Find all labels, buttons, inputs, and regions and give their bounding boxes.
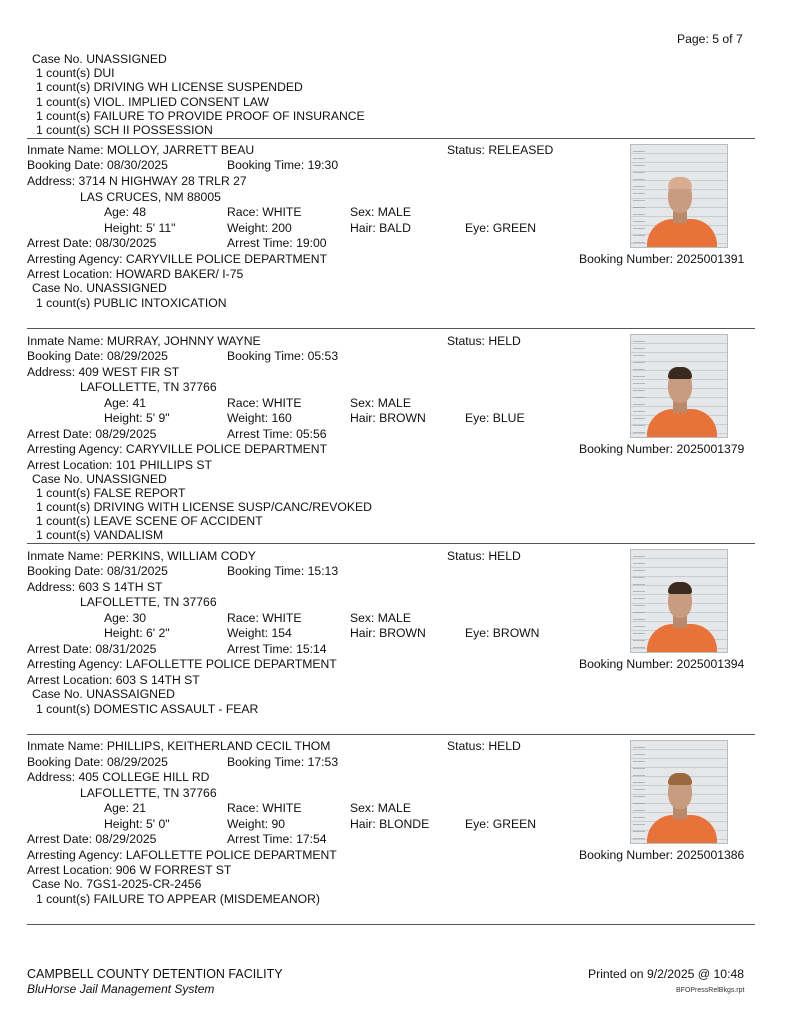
charge-line: 1 count(s) VANDALISM xyxy=(36,528,164,542)
address-line1: Address: 3714 N HIGHWAY 28 TRLR 27 xyxy=(27,174,247,188)
address-line1: Address: 405 COLLEGE HILL RD xyxy=(27,770,210,784)
inmate-name: Inmate Name: MOLLOY, JARRETT BEAU xyxy=(27,143,255,157)
hair xyxy=(668,367,692,379)
orange-jumpsuit xyxy=(647,219,717,248)
weight: Weight: 160 xyxy=(227,411,292,425)
height-scale xyxy=(633,145,645,247)
arrest-time: Arrest Time: 15:14 xyxy=(227,642,327,656)
mugshot-photo xyxy=(630,334,728,438)
page-number: Page: 5 of 7 xyxy=(677,32,743,46)
height: Height: 5' 0" xyxy=(104,817,170,831)
height: Height: 5' 11" xyxy=(104,221,176,235)
booking-number: Booking Number: 2025001386 xyxy=(579,848,745,862)
hair xyxy=(668,773,692,785)
booking-date: Booking Date: 08/30/2025 xyxy=(27,158,168,172)
case-number: Case No. 7GS1-2025-CR-2456 xyxy=(32,877,202,891)
sex: Sex: MALE xyxy=(350,611,411,625)
inmate-status: Status: RELEASED xyxy=(447,143,554,157)
hair: Hair: BLONDE xyxy=(350,817,430,831)
hair: Hair: BROWN xyxy=(350,411,426,425)
age: Age: 21 xyxy=(104,801,147,815)
case-number: Case No. UNASSIGNED xyxy=(32,52,167,66)
inmate-name: Inmate Name: MURRAY, JOHNNY WAYNE xyxy=(27,334,261,348)
sex: Sex: MALE xyxy=(350,801,411,815)
eye: Eye: GREEN xyxy=(465,817,537,831)
arrest-location: Arrest Location: 603 S 14TH ST xyxy=(27,673,200,687)
eye: Eye: BLUE xyxy=(465,411,525,425)
case-number: Case No. UNASSIGNED xyxy=(32,281,167,295)
report-filename: BFOPressRelBkgs.rpt xyxy=(676,987,745,994)
arresting-agency: Arresting Agency: CARYVILLE POLICE DEPARTMENT xyxy=(27,442,328,456)
arrest-date: Arrest Date: 08/29/2025 xyxy=(27,427,157,441)
height-scale xyxy=(633,335,645,437)
charge-line: 1 count(s) VIOL. IMPLIED CONSENT LAW xyxy=(36,95,269,109)
charge-line: 1 count(s) SCH II POSSESSION xyxy=(36,123,213,137)
arresting-agency: Arresting Agency: LAFOLLETTE POLICE DEPARTMENT xyxy=(27,848,337,862)
booking-date: Booking Date: 08/31/2025 xyxy=(27,564,168,578)
charge-line: 1 count(s) PUBLIC INTOXICATION xyxy=(36,296,227,310)
arrest-location: Arrest Location: 906 W FORREST ST xyxy=(27,863,232,877)
height: Height: 5' 9" xyxy=(104,411,170,425)
address-line2: LAFOLLETTE, TN 37766 xyxy=(80,786,217,800)
race: Race: WHITE xyxy=(227,396,302,410)
booking-date: Booking Date: 08/29/2025 xyxy=(27,349,168,363)
record-divider xyxy=(27,328,755,329)
record-divider xyxy=(27,734,755,735)
booking-time: Booking Time: 05:53 xyxy=(227,349,339,363)
eye: Eye: BROWN xyxy=(465,626,540,640)
system-name: BluHorse Jail Management System xyxy=(27,982,215,996)
booking-time: Booking Time: 19:30 xyxy=(227,158,339,172)
arrest-time: Arrest Time: 05:56 xyxy=(227,427,327,441)
mugshot-photo xyxy=(630,144,728,248)
arrest-location: Arrest Location: HOWARD BAKER/ I-75 xyxy=(27,267,244,281)
inmate-status: Status: HELD xyxy=(447,334,521,348)
charge-line: 1 count(s) LEAVE SCENE OF ACCIDENT xyxy=(36,514,263,528)
hair xyxy=(668,582,692,594)
hair xyxy=(668,177,692,189)
age: Age: 30 xyxy=(104,611,147,625)
facility-name: CAMPBELL COUNTY DETENTION FACILITY xyxy=(27,967,283,981)
age: Age: 41 xyxy=(104,396,147,410)
arresting-agency: Arresting Agency: CARYVILLE POLICE DEPARTMENT xyxy=(27,252,328,266)
booking-number: Booking Number: 2025001379 xyxy=(579,442,745,456)
record-divider xyxy=(27,138,755,139)
race: Race: WHITE xyxy=(227,205,302,219)
address-line2: LAFOLLETTE, TN 37766 xyxy=(80,380,217,394)
height-scale xyxy=(633,741,645,843)
booking-number: Booking Number: 2025001394 xyxy=(579,657,745,671)
inmate-status: Status: HELD xyxy=(447,549,521,563)
sex: Sex: MALE xyxy=(350,205,411,219)
orange-jumpsuit xyxy=(647,409,717,438)
address-line1: Address: 603 S 14TH ST xyxy=(27,580,163,594)
printed-timestamp: Printed on 9/2/2025 @ 10:48 xyxy=(588,967,745,981)
hair: Hair: BROWN xyxy=(350,626,426,640)
orange-jumpsuit xyxy=(647,815,717,844)
race: Race: WHITE xyxy=(227,611,302,625)
booking-date: Booking Date: 08/29/2025 xyxy=(27,755,168,769)
case-number: Case No. UNASSAIGNED xyxy=(32,687,175,701)
weight: Weight: 200 xyxy=(227,221,292,235)
case-number: Case No. UNASSIGNED xyxy=(32,472,167,486)
arrest-date: Arrest Date: 08/31/2025 xyxy=(27,642,157,656)
height: Height: 6' 2" xyxy=(104,626,170,640)
inmate-name: Inmate Name: PERKINS, WILLIAM CODY xyxy=(27,549,256,563)
charge-line: 1 count(s) DRIVING WH LICENSE SUSPENDED xyxy=(36,80,303,94)
orange-jumpsuit xyxy=(647,624,717,653)
weight: Weight: 154 xyxy=(227,626,292,640)
address-line1: Address: 409 WEST FIR ST xyxy=(27,365,180,379)
eye: Eye: GREEN xyxy=(465,221,537,235)
record-divider xyxy=(27,543,755,544)
weight: Weight: 90 xyxy=(227,817,286,831)
charge-line: 1 count(s) FAILURE TO PROVIDE PROOF OF INSURANCE xyxy=(36,109,365,123)
arresting-agency: Arresting Agency: LAFOLLETTE POLICE DEPARTMENT xyxy=(27,657,337,671)
age: Age: 48 xyxy=(104,205,147,219)
race: Race: WHITE xyxy=(227,801,302,815)
arrest-time: Arrest Time: 19:00 xyxy=(227,236,327,250)
charge-line: 1 count(s) FAILURE TO APPEAR (MISDEMEANOR) xyxy=(36,892,320,906)
sex: Sex: MALE xyxy=(350,396,411,410)
booking-number: Booking Number: 2025001391 xyxy=(579,252,745,266)
charge-line: 1 count(s) DUI xyxy=(36,66,115,80)
inmate-status: Status: HELD xyxy=(447,739,521,753)
address-line2: LAS CRUCES, NM 88005 xyxy=(80,190,221,204)
charge-line: 1 count(s) DRIVING WITH LICENSE SUSP/CANC/REVOKED xyxy=(36,500,372,514)
arrest-date: Arrest Date: 08/30/2025 xyxy=(27,236,157,250)
record-divider xyxy=(27,924,755,925)
arrest-time: Arrest Time: 17:54 xyxy=(227,832,327,846)
height-scale xyxy=(633,550,645,652)
inmate-name: Inmate Name: PHILLIPS, KEITHERLAND CECIL THOM xyxy=(27,739,331,753)
arrest-date: Arrest Date: 08/29/2025 xyxy=(27,832,157,846)
address-line2: LAFOLLETTE, TN 37766 xyxy=(80,595,217,609)
charge-line: 1 count(s) DOMESTIC ASSAULT - FEAR xyxy=(36,702,259,716)
mugshot-photo xyxy=(630,740,728,844)
charge-line: 1 count(s) FALSE REPORT xyxy=(36,486,186,500)
mugshot-photo xyxy=(630,549,728,653)
booking-time: Booking Time: 15:13 xyxy=(227,564,339,578)
booking-time: Booking Time: 17:53 xyxy=(227,755,339,769)
hair: Hair: BALD xyxy=(350,221,411,235)
arrest-location: Arrest Location: 101 PHILLIPS ST xyxy=(27,458,212,472)
